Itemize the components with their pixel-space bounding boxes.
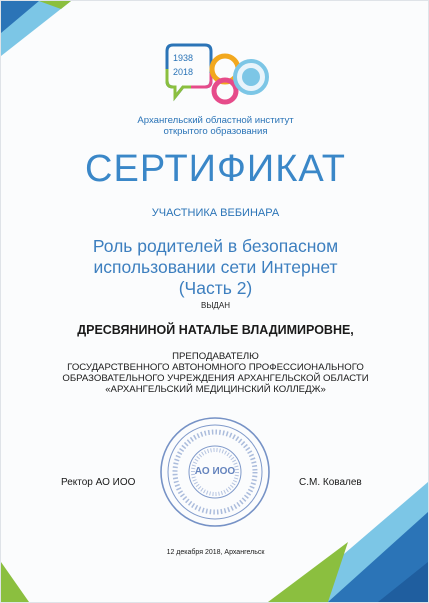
- top-left-corner-decoration: [1, 1, 121, 91]
- position-line3: ОБРАЗОВАТЕЛЬНОГО УЧРЕЖДЕНИЯ АРХАНГЕЛЬСКОЙ ОБЛАСТИ: [62, 373, 369, 384]
- institute-logo: [161, 41, 271, 107]
- bottom-left-corner-decoration: [1, 562, 41, 602]
- topic-line1: Роль родителей в безопасном: [92, 236, 339, 256]
- date-place: 12 декабря 2018, Архангельск: [166, 549, 265, 556]
- bottom-right-corner-decoration: [268, 472, 428, 602]
- position-line1: ПРЕПОДАВАТЕЛЮ: [172, 351, 259, 362]
- position-line4: «АРХАНГЕЛЬСКИЙ МЕДИЦИНСКИЙ КОЛЛЕДЖ»: [105, 384, 326, 395]
- signature-right-name: С.М. Ковалев: [299, 477, 362, 488]
- signature-left-label: Ректор АО ИОО: [61, 477, 136, 488]
- certificate-title: СЕРТИФИКАТ: [85, 148, 346, 190]
- position-line2: ГОСУДАРСТВЕННОГО АВТОНОМНОГО ПРОФЕССИОНАЛЬНОГО: [67, 362, 364, 373]
- logo-year-end: 2018: [173, 67, 194, 77]
- logo-year-start: 1938: [173, 53, 194, 63]
- topic-line2: использовании сети Интернет: [93, 257, 338, 277]
- issued-label: ВЫДАН: [201, 301, 230, 310]
- certificate-subtitle: УЧАСТНИКА ВЕБИНАРА: [151, 207, 280, 219]
- stamp-center-text: АО ИОО: [194, 466, 236, 477]
- topic-line3: (Часть 2): [178, 278, 253, 298]
- org-name-line1: Архангельский областной институт: [137, 115, 294, 126]
- org-name-line2: открытого образования: [163, 126, 268, 137]
- official-stamp: [157, 414, 273, 530]
- recipient-name: ДРЕСВЯНИНОЙ НАТАЛЬЕ ВЛАДИМИРОВНЕ,: [77, 323, 354, 337]
